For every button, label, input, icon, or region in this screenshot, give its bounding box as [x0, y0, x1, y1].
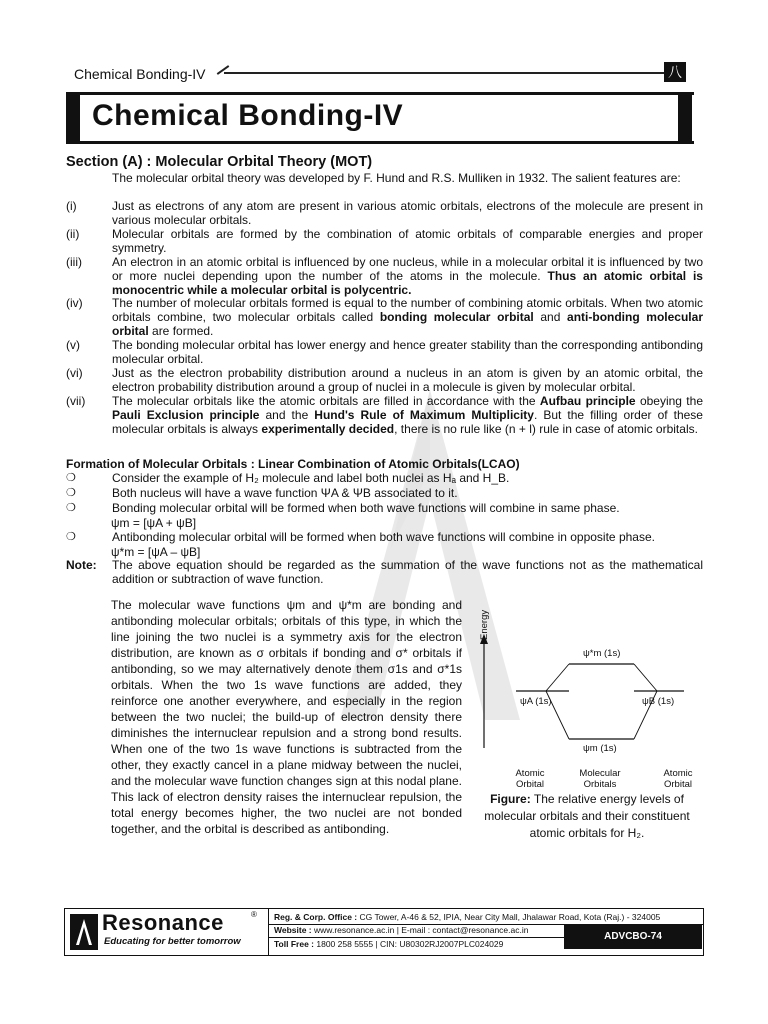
point-label: (v): [66, 338, 80, 352]
bonding-equation: ψm = [ψA + ψB]: [111, 516, 197, 530]
note-label: Note:: [66, 558, 97, 572]
point-iv: [66, 297, 703, 338]
bullet-item: [66, 471, 703, 485]
resonance-mark-icon: 八: [664, 62, 686, 82]
level-label-antibonding: ψ*m (1s): [583, 648, 621, 659]
section-heading: Section (A) : Molecular Orbital Theory (MOT): [66, 154, 373, 170]
point-label: (i): [66, 199, 77, 213]
office-line: Reg. & Corp. Office : CG Tower, A-46 & 52, IPIA, Near City Mall, Jhalawar Road, Kota (Raj.) - 324005: [274, 912, 661, 922]
point-ii: [66, 228, 703, 256]
point-text: An electron in an atomic orbital is influenced by one nucleus, while in a molecular orbital it is influenced by two or more nuclei depending upon the number of the atoms in the molecule. Thus an atomic orbital is monocentric while a molecular orbital is polycentric.: [112, 255, 703, 297]
intro-paragraph: [66, 172, 703, 186]
level-label-right: ψB (1s): [642, 696, 675, 707]
bullet-text: Consider the example of H₂ molecule and label both nuclei as Hₐ and H_B.: [112, 471, 510, 485]
level-label-left: ψA (1s): [520, 696, 552, 707]
bullet-icon: ❍: [66, 472, 76, 484]
footer-divider: [268, 908, 269, 956]
point-label: (vii): [66, 394, 86, 408]
bullet-item: [66, 530, 703, 544]
point-label: (ii): [66, 227, 80, 241]
point-text: Molecular orbitals are formed by the combination of atomic orbitals of comparable energies and proper symmetry.: [112, 227, 703, 255]
connector: [546, 664, 569, 691]
bullet-icon: ❍: [66, 531, 76, 543]
energy-axis-label: Energy: [479, 609, 490, 640]
bullet-icon: ❍: [66, 502, 76, 514]
connector: [634, 664, 657, 691]
point-label: (iv): [66, 296, 83, 310]
lcao-heading: Formation of Molecular Orbitals : Linear Combination of Atomic Orbitals(LCAO): [66, 457, 520, 471]
point-text: The molecular orbitals like the atomic orbitals are filled in accordance with the Aufbau principle obeying the Pauli Exclusion principle and the Hund's Rule of Maximum Multiplicity. But the filling order of these molecular orbitals is always experimentally decided, there is no rule like (n + l) rule in case of atomic orbitals.: [112, 394, 703, 436]
point-text: Just as electrons of any atom are present in various atomic orbitals, electrons of the molecule are present in various molecular orbitals.: [112, 199, 703, 227]
bullet-text: Bonding molecular orbital will be formed when both wave functions will combine in same phase.: [112, 501, 620, 515]
column-label-right: Atomic Orbital: [663, 768, 693, 790]
figure-caption: Figure: The relative energy levels of molecular orbitals and their constituent atomic orbitals for H₂.: [484, 792, 690, 840]
bullet-icon: ❍: [66, 487, 76, 499]
point-v: [66, 339, 703, 367]
column-label-middle: Molecular Orbitals: [579, 768, 621, 790]
level-label-bonding: ψm (1s): [583, 743, 617, 754]
point-text: The bonding molecular orbital has lower energy and hence greater stability than the corresponding antibonding molecular orbital.: [112, 338, 703, 366]
note: [66, 559, 703, 587]
page-code: ADVCBO-74: [564, 925, 702, 949]
header-rule: [224, 72, 664, 74]
point-label: (vi): [66, 366, 83, 380]
point-vi: [66, 367, 703, 395]
antibonding-equation: ψ*m = [ψA – ψB]: [111, 545, 201, 559]
tollfree-line: Toll Free : 1800 258 5555 | CIN: U80302RJ2007PLC024029: [274, 939, 504, 949]
website-line: Website : www.resonance.ac.in | E-mail : contact@resonance.ac.in: [274, 925, 529, 935]
point-text: Just as the electron probability distribution around a nucleus in an atom is given by an atomic orbital, the electron probability distribution around a group of nuclei in a molecule is given by molecular orbital.: [112, 366, 703, 394]
resonance-logo-icon: [70, 914, 98, 950]
point-label: (iii): [66, 255, 82, 269]
page-title: Chemical Bonding-IV: [92, 99, 404, 132]
brand-tagline: Educating for better tomorrow: [104, 936, 241, 947]
bullet-item: [66, 501, 703, 515]
note-text: The above equation should be regarded as the summation of the wave functions not as the mathematical addition or subtraction of wave function.: [112, 558, 703, 586]
title-bar-left: [66, 92, 80, 144]
bullet-item: [66, 486, 703, 500]
running-header: Chemical Bonding-IV: [74, 66, 206, 82]
orbital-paragraph: The molecular wave functions ψm and ψ*m are bonding and antibonding molecular orbitals; orbitals of this type, in which the line joining the two nuclei is a symmetry axis for the electron distribution, are known as σ orbitals if bonding and σ* orbitals if antibonding, so we may alternatively denote them σ1s and σ*1s orbitals. When the two 1s wave functions are added, they reinforce one another everywhere, and especially in the region between the two nuclei; the build-up of electron density there diminishes the internuclear repulsion and a strong bond results. When one of the two 1s wave functions is subtracted from the other, they exactly cancel in a plane midway between the nuclei, and the molecular wave function changes sign at this nodal plane. This lack of electron density raises the internuclear repulsion, the total energy becomes higher, the two nuclei are not bonded together, and the orbital is described as antibonding.: [111, 598, 462, 836]
footer-rule: [268, 937, 564, 938]
column-label-left: Atomic Orbital: [515, 768, 545, 790]
point-iii: [66, 256, 703, 297]
point-text: The number of molecular orbitals formed is equal to the number of combining atomic orbitals. When two atomic orbitals combine, two molecular orbitals called bonding molecular orbital and anti-bonding molecular orbital are formed.: [112, 296, 703, 338]
point-vii: [66, 395, 703, 436]
intro-text: The molecular orbital theory was developed by F. Hund and R.S. Mulliken in 1932. The salient features are:: [112, 171, 681, 185]
registered-mark: ®: [251, 910, 257, 919]
brand-name: Resonance: [102, 910, 224, 935]
bullet-text: Both nucleus will have a wave function ΨA & ΨB associated to it.: [112, 486, 458, 500]
bullet-text: Antibonding molecular orbital will be formed when both wave functions will combine in opposite phase.: [112, 530, 655, 544]
point-i: [66, 200, 703, 228]
title-bar-right: [678, 92, 692, 144]
